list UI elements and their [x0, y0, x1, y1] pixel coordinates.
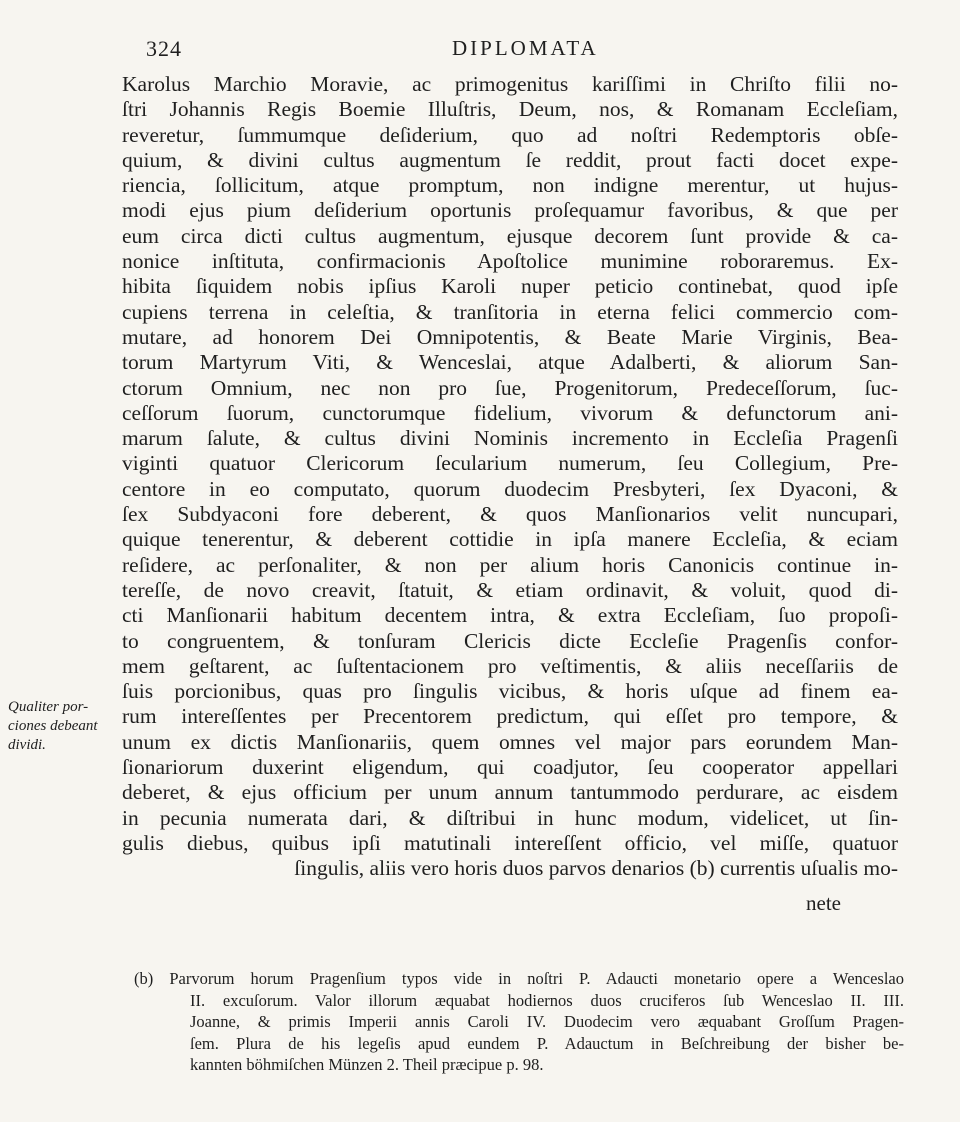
text-line: mem geſtarent, ac ſuſtentacionem pro veſtimentis, & aliis neceſſariis de	[122, 653, 898, 678]
text-line: viginti quatuor Clericorum ſecularium numerum, ſeu Collegium, Pre-	[122, 451, 898, 476]
footnote-line: II. excuſorum. Valor illorum æquabat hodiernos duos cruciferos ſub Wenceslao II. III.	[190, 990, 904, 1010]
footnote	[134, 968, 904, 1076]
text-line: quique tenerentur, & deberent cottidie in ipſa manere Eccleſia, & eciam	[122, 527, 898, 552]
text-line: ſingulis, aliis vero horis duos parvos denarios (b) currentis uſualis mo-	[294, 856, 898, 881]
footnote-line: (b) Parvorum horum Pragenſium typos vide in noſtri P. Adaucti monetario opere a Wenceslao	[134, 969, 904, 988]
marginal-note-line: dividi.	[8, 737, 46, 753]
footnote-line: kannten böhmiſchen Münzen 2. Theil præcipue p. 98.	[190, 1055, 544, 1074]
main-text	[122, 72, 898, 882]
text-line: centore in eo computato, quorum duodecim Presbyteri, ſex Dyaconi, &	[122, 476, 898, 501]
text-line: unum ex dictis Manſionariis, quem omnes vel major pars eorundem Man-	[122, 729, 898, 754]
text-line: cti Manſionarii habitum decentem intra, & extra Eccleſiam, ſuo propoſi-	[122, 603, 898, 628]
text-line: reveretur, ſummumque deſiderium, quo ad noſtri Redemptoris obſe-	[122, 122, 898, 147]
text-line: ceſſorum ſuorum, cunctorumque fidelium, vivorum & defunctorum ani-	[122, 400, 898, 425]
text-line: gulis diebus, quibus ipſi matutinali intereſſent officio, vel miſſe, quatuor	[122, 830, 898, 855]
text-line: riencia, ſollicitum, atque promptum, non indigne merentur, ut hujus-	[122, 173, 898, 198]
text-line: hibita ſiquidem nobis ipſius Karoli nuper peticio continebat, quod ipſe	[122, 274, 898, 299]
text-line: tereſſe, de novo creavit, ſtatuit, & etiam ordinavit, & voluit, quod di-	[122, 577, 898, 602]
text-line: modi ejus pium deſiderium oportunis proſequamur favoribus, & que per	[122, 198, 898, 223]
footnote-line: Joanne, & primis Imperii annis Caroli IV. Duodecim vero æquabant Groſſum Pragen-	[190, 1012, 904, 1031]
text-line: marum ſalute, & cultus divini Nominis incremento in Eccleſia Pragenſi	[122, 426, 898, 451]
text-line: rum intereſſentes per Precentorem predictum, qui eſſet pro tempore, &	[122, 704, 898, 729]
text-line: ſuis porcionibus, quas pro ſingulis vicibus, & horis uſque ad finem ea-	[122, 679, 898, 704]
text-line: ctorum Omnium, nec non pro ſue, Progenitorum, Predeceſſorum, ſuc-	[122, 375, 898, 400]
text-line: ſtri Johannis Regis Boemie Illuſtris, Deum, nos, & Romanam Eccleſiam,	[122, 97, 898, 122]
text-line: mutare, ad honorem Dei Omnipotentis, & Beate Marie Virginis, Bea-	[122, 324, 898, 349]
catchword: nete	[806, 891, 841, 915]
text-line: nonice inſtituta, confirmacionis Apoſtolice munimine roboraremus. Ex-	[122, 249, 898, 274]
text-line: torum Martyrum Viti, & Wenceslai, atque Adalberti, & aliorum San-	[122, 350, 898, 375]
text-line: ſex Subdyaconi fore deberent, & quos Manſionarios velit nuncupari,	[122, 502, 898, 527]
text-line: deberet, & ejus officium per unum annum tantummodo perdurare, ac eisdem	[122, 780, 898, 805]
page-number: 324	[146, 36, 182, 61]
marginal-note	[8, 698, 126, 755]
text-line: in pecunia numerata dari, & diſtribui in hunc modum, videlicet, ut ſin-	[122, 805, 898, 830]
marginal-note-line: Qualiter por-	[8, 699, 89, 715]
text-line: Karolus Marchio Moravie, ac primogenitus kariſſimi in Chriſto filii no-	[122, 72, 898, 96]
text-line: to congruentem, & tonſuram Clericis dicte Eccleſie Pragenſis confor-	[122, 628, 898, 653]
text-line: quium, & divini cultus augmentum ſe reddit, prout facti docet expe-	[122, 147, 898, 172]
marginal-note-line: ciones debeant	[8, 718, 98, 734]
running-head: DIPLOMATA	[452, 36, 599, 60]
footnote-line: ſem. Plura de his legeſis apud eundem P. Adauctum in Beſchreibung der bisher be-	[190, 1033, 904, 1053]
text-line: ſionariorum duxerint eligendum, qui coadjutor, ſeu cooperator appellari	[122, 755, 898, 780]
text-line: reſidere, ac perſonaliter, & non per alium horis Canonicis continue in-	[122, 552, 898, 577]
text-line: cupiens terrena in celeſtia, & tranſitoria in eterna felici commercio com-	[122, 299, 898, 324]
text-line: eum circa dicti cultus augmentum, ejusque decorem ſunt provide & ca-	[122, 223, 898, 248]
